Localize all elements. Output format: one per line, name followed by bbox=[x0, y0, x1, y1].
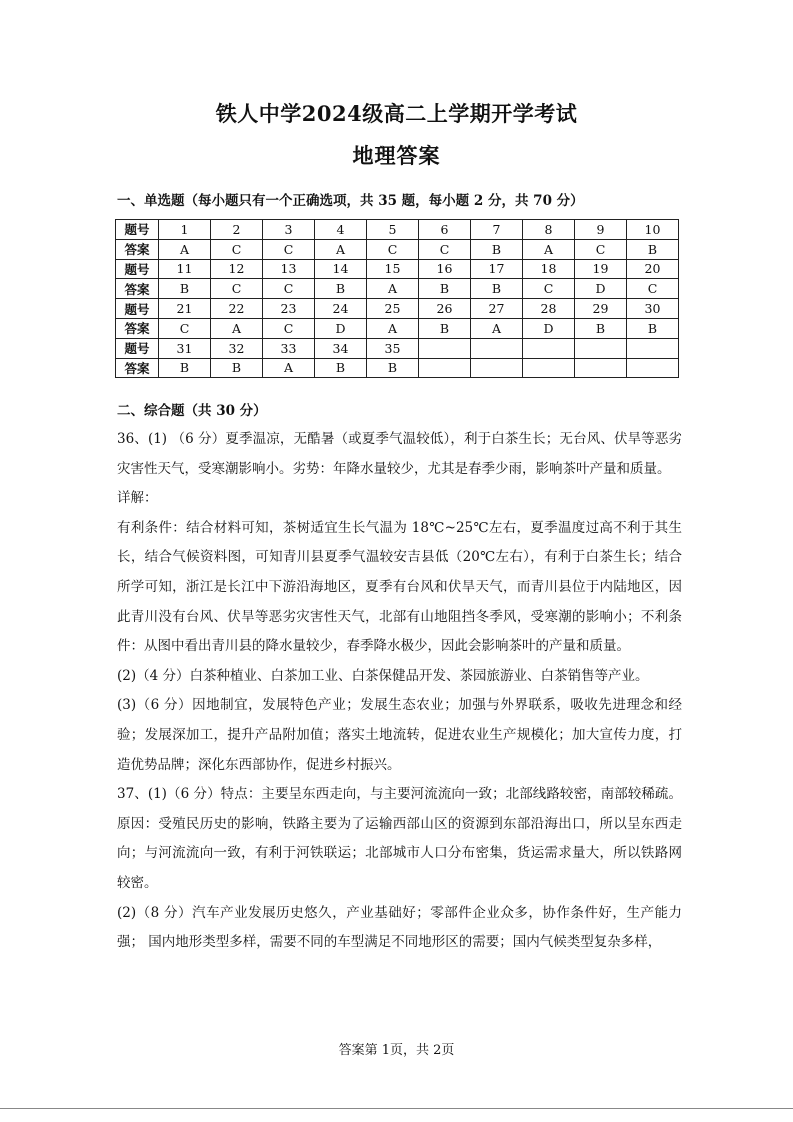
question-number: 27 bbox=[471, 299, 523, 319]
answer-cell: B bbox=[211, 358, 263, 378]
row-label: 答案 bbox=[116, 279, 159, 299]
question-number: 25 bbox=[367, 299, 419, 319]
question-number: 35 bbox=[367, 338, 419, 358]
row-label: 题号 bbox=[116, 259, 159, 279]
question-number: 28 bbox=[523, 299, 575, 319]
question-number bbox=[471, 338, 523, 358]
answer-paragraph: (2)（4 分）白茶种植业、白茶加工业、白茶保健品开发、茶园旅游业、白茶销售等产业。 bbox=[117, 667, 649, 684]
table-row bbox=[116, 239, 679, 259]
question-number: 20 bbox=[627, 259, 679, 279]
table-row bbox=[116, 259, 679, 279]
answer-cell: B bbox=[367, 358, 419, 378]
answer-cell: A bbox=[367, 279, 419, 299]
answer-cell: B bbox=[315, 279, 367, 299]
answer-cell: A bbox=[159, 239, 211, 259]
question-number: 31 bbox=[159, 338, 211, 358]
answer-cell: B bbox=[159, 279, 211, 299]
question-number: 1 bbox=[159, 220, 211, 240]
answer-cell: B bbox=[575, 318, 627, 338]
answer-cell: C bbox=[263, 318, 315, 338]
answer-cell bbox=[627, 358, 679, 378]
question-number: 4 bbox=[315, 220, 367, 240]
answer-paragraph: 37、(1)（6 分）特点：主要呈东西走向，与主要河流流向一致；北部线路较密，南部较稀疏。原因：受殖民历史的影响，铁路主要为了运输西部山区的资源到东部沿海出口，所以呈东西走向；与河流流向一致，有利于河铁联运；北部城市人口分布密集，货运需求量大，所以铁路网较密。 bbox=[117, 786, 682, 891]
row-label: 题号 bbox=[116, 220, 159, 240]
answer-cell: C bbox=[627, 279, 679, 299]
question-number: 18 bbox=[523, 259, 575, 279]
row-label: 题号 bbox=[116, 338, 159, 358]
answer-cell: C bbox=[211, 279, 263, 299]
question-number bbox=[627, 338, 679, 358]
answer-cell: B bbox=[627, 239, 679, 259]
question-number: 6 bbox=[419, 220, 471, 240]
section-heading-comprehensive: 二、综合题（共 30 分） bbox=[117, 403, 267, 419]
answer-cell bbox=[575, 358, 627, 378]
answer-cell: B bbox=[471, 279, 523, 299]
question-number: 5 bbox=[367, 220, 419, 240]
question-number: 15 bbox=[367, 259, 419, 279]
question-number bbox=[419, 338, 471, 358]
question-number: 9 bbox=[575, 220, 627, 240]
section-heading-single-choice: 一、单选题（每小题只有一个正确选项，共 35 题，每小题 2 分，共 70 分） bbox=[117, 193, 584, 209]
answer-cell: C bbox=[263, 239, 315, 259]
question-number: 14 bbox=[315, 259, 367, 279]
question-number: 11 bbox=[159, 259, 211, 279]
row-label: 答案 bbox=[116, 239, 159, 259]
question-number: 12 bbox=[211, 259, 263, 279]
table-row bbox=[116, 299, 679, 319]
answer-cell: C bbox=[575, 239, 627, 259]
question-number: 17 bbox=[471, 259, 523, 279]
table-row bbox=[116, 338, 679, 358]
answer-cell: C bbox=[211, 239, 263, 259]
answer-cell: B bbox=[419, 318, 471, 338]
answer-cell: D bbox=[315, 318, 367, 338]
answer-cell: D bbox=[575, 279, 627, 299]
answer-cell: C bbox=[263, 279, 315, 299]
answer-cell: C bbox=[523, 279, 575, 299]
row-label: 题号 bbox=[116, 299, 159, 319]
answer-cell bbox=[471, 358, 523, 378]
answer-cell: B bbox=[627, 318, 679, 338]
answer-cell: B bbox=[159, 358, 211, 378]
answer-cell: A bbox=[367, 318, 419, 338]
answer-cell: A bbox=[211, 318, 263, 338]
question-number: 19 bbox=[575, 259, 627, 279]
question-number bbox=[523, 338, 575, 358]
page-footer: 答案第 1页，共 2页 bbox=[338, 1043, 455, 1058]
footer-divider bbox=[0, 1108, 793, 1109]
answer-cell: C bbox=[419, 239, 471, 259]
answer-cell: A bbox=[263, 358, 315, 378]
question-number: 26 bbox=[419, 299, 471, 319]
answer-cell: C bbox=[367, 239, 419, 259]
question-number: 33 bbox=[263, 338, 315, 358]
question-number: 32 bbox=[211, 338, 263, 358]
explanation-label: 详解： bbox=[117, 490, 158, 507]
answer-cell: A bbox=[523, 239, 575, 259]
question-number: 34 bbox=[315, 338, 367, 358]
question-number: 8 bbox=[523, 220, 575, 240]
answer-cell bbox=[419, 358, 471, 378]
question-number bbox=[575, 338, 627, 358]
question-number: 13 bbox=[263, 259, 315, 279]
answer-cell: B bbox=[315, 358, 367, 378]
table-row bbox=[116, 220, 679, 240]
question-number: 10 bbox=[627, 220, 679, 240]
question-number: 23 bbox=[263, 299, 315, 319]
answer-cell: A bbox=[471, 318, 523, 338]
answer-cell: B bbox=[419, 279, 471, 299]
question-number: 21 bbox=[159, 299, 211, 319]
row-label: 答案 bbox=[116, 318, 159, 338]
table-row bbox=[116, 279, 679, 299]
answer-paragraph: 有利条件：结合材料可知，茶树适宜生长气温为 18℃~25℃左右，夏季温度过高不利于其生长，结合气候资料图，可知青川县夏季气温较安吉县低（20℃左右），有利于白茶生长；结合所学可知，浙江是长江中下游沿海地区，夏季有台风和伏旱天气，而青川县位于内陆地区，因此青川没有台风、伏旱等恶劣灾害性天气，北部有山地阻挡冬季风，受寒潮的影响小；不利条件：从图中看出青川县的降水量较少，春季降水极少，因此会影响茶叶的产量和质量。 bbox=[117, 519, 682, 655]
answer-cell bbox=[523, 358, 575, 378]
question-number: 29 bbox=[575, 299, 627, 319]
answer-cell: C bbox=[159, 318, 211, 338]
answer-cell: A bbox=[315, 239, 367, 259]
answer-table bbox=[115, 219, 679, 378]
question-number: 2 bbox=[211, 220, 263, 240]
answer-cell: B bbox=[471, 239, 523, 259]
answer-paragraph: 36、(1) （6 分）夏季温凉，无酷暑（或夏季气温较低），利于白茶生长；无台风、伏旱等恶劣灾害性天气，受寒潮影响小。劣势：年降水量较少，尤其是春季少雨，影响茶叶产量和质量。 bbox=[117, 431, 682, 477]
page-subtitle: 地理答案 bbox=[352, 143, 441, 168]
answer-paragraph: (3)（6 分）因地制宜，发展特色产业；发展生态农业；加强与外界联系，吸收先进理念和经验；发展深加工，提升产品附加值；落实土地流转，促进农业生产规模化；加大宣传力度，打造优势品牌；深化东西部协作，促进乡村振兴。 bbox=[117, 697, 682, 773]
table-row bbox=[116, 318, 679, 338]
row-label: 答案 bbox=[116, 358, 159, 378]
question-number: 7 bbox=[471, 220, 523, 240]
page-title: 铁人中学2024级高二上学期开学考试 bbox=[215, 101, 578, 126]
question-number: 24 bbox=[315, 299, 367, 319]
answer-cell: D bbox=[523, 318, 575, 338]
question-number: 16 bbox=[419, 259, 471, 279]
question-number: 22 bbox=[211, 299, 263, 319]
table-row bbox=[116, 358, 679, 378]
answer-explanations bbox=[117, 425, 682, 958]
answer-paragraph: (2)（8 分）汽车产业发展历史悠久，产业基础好；零部件企业众多，协作条件好，生产能力强； 国内地形类型多样，需要不同的车型满足不同地形区的需要；国内气候类型复杂多样， bbox=[117, 904, 682, 951]
question-number: 30 bbox=[627, 299, 679, 319]
question-number: 3 bbox=[263, 220, 315, 240]
